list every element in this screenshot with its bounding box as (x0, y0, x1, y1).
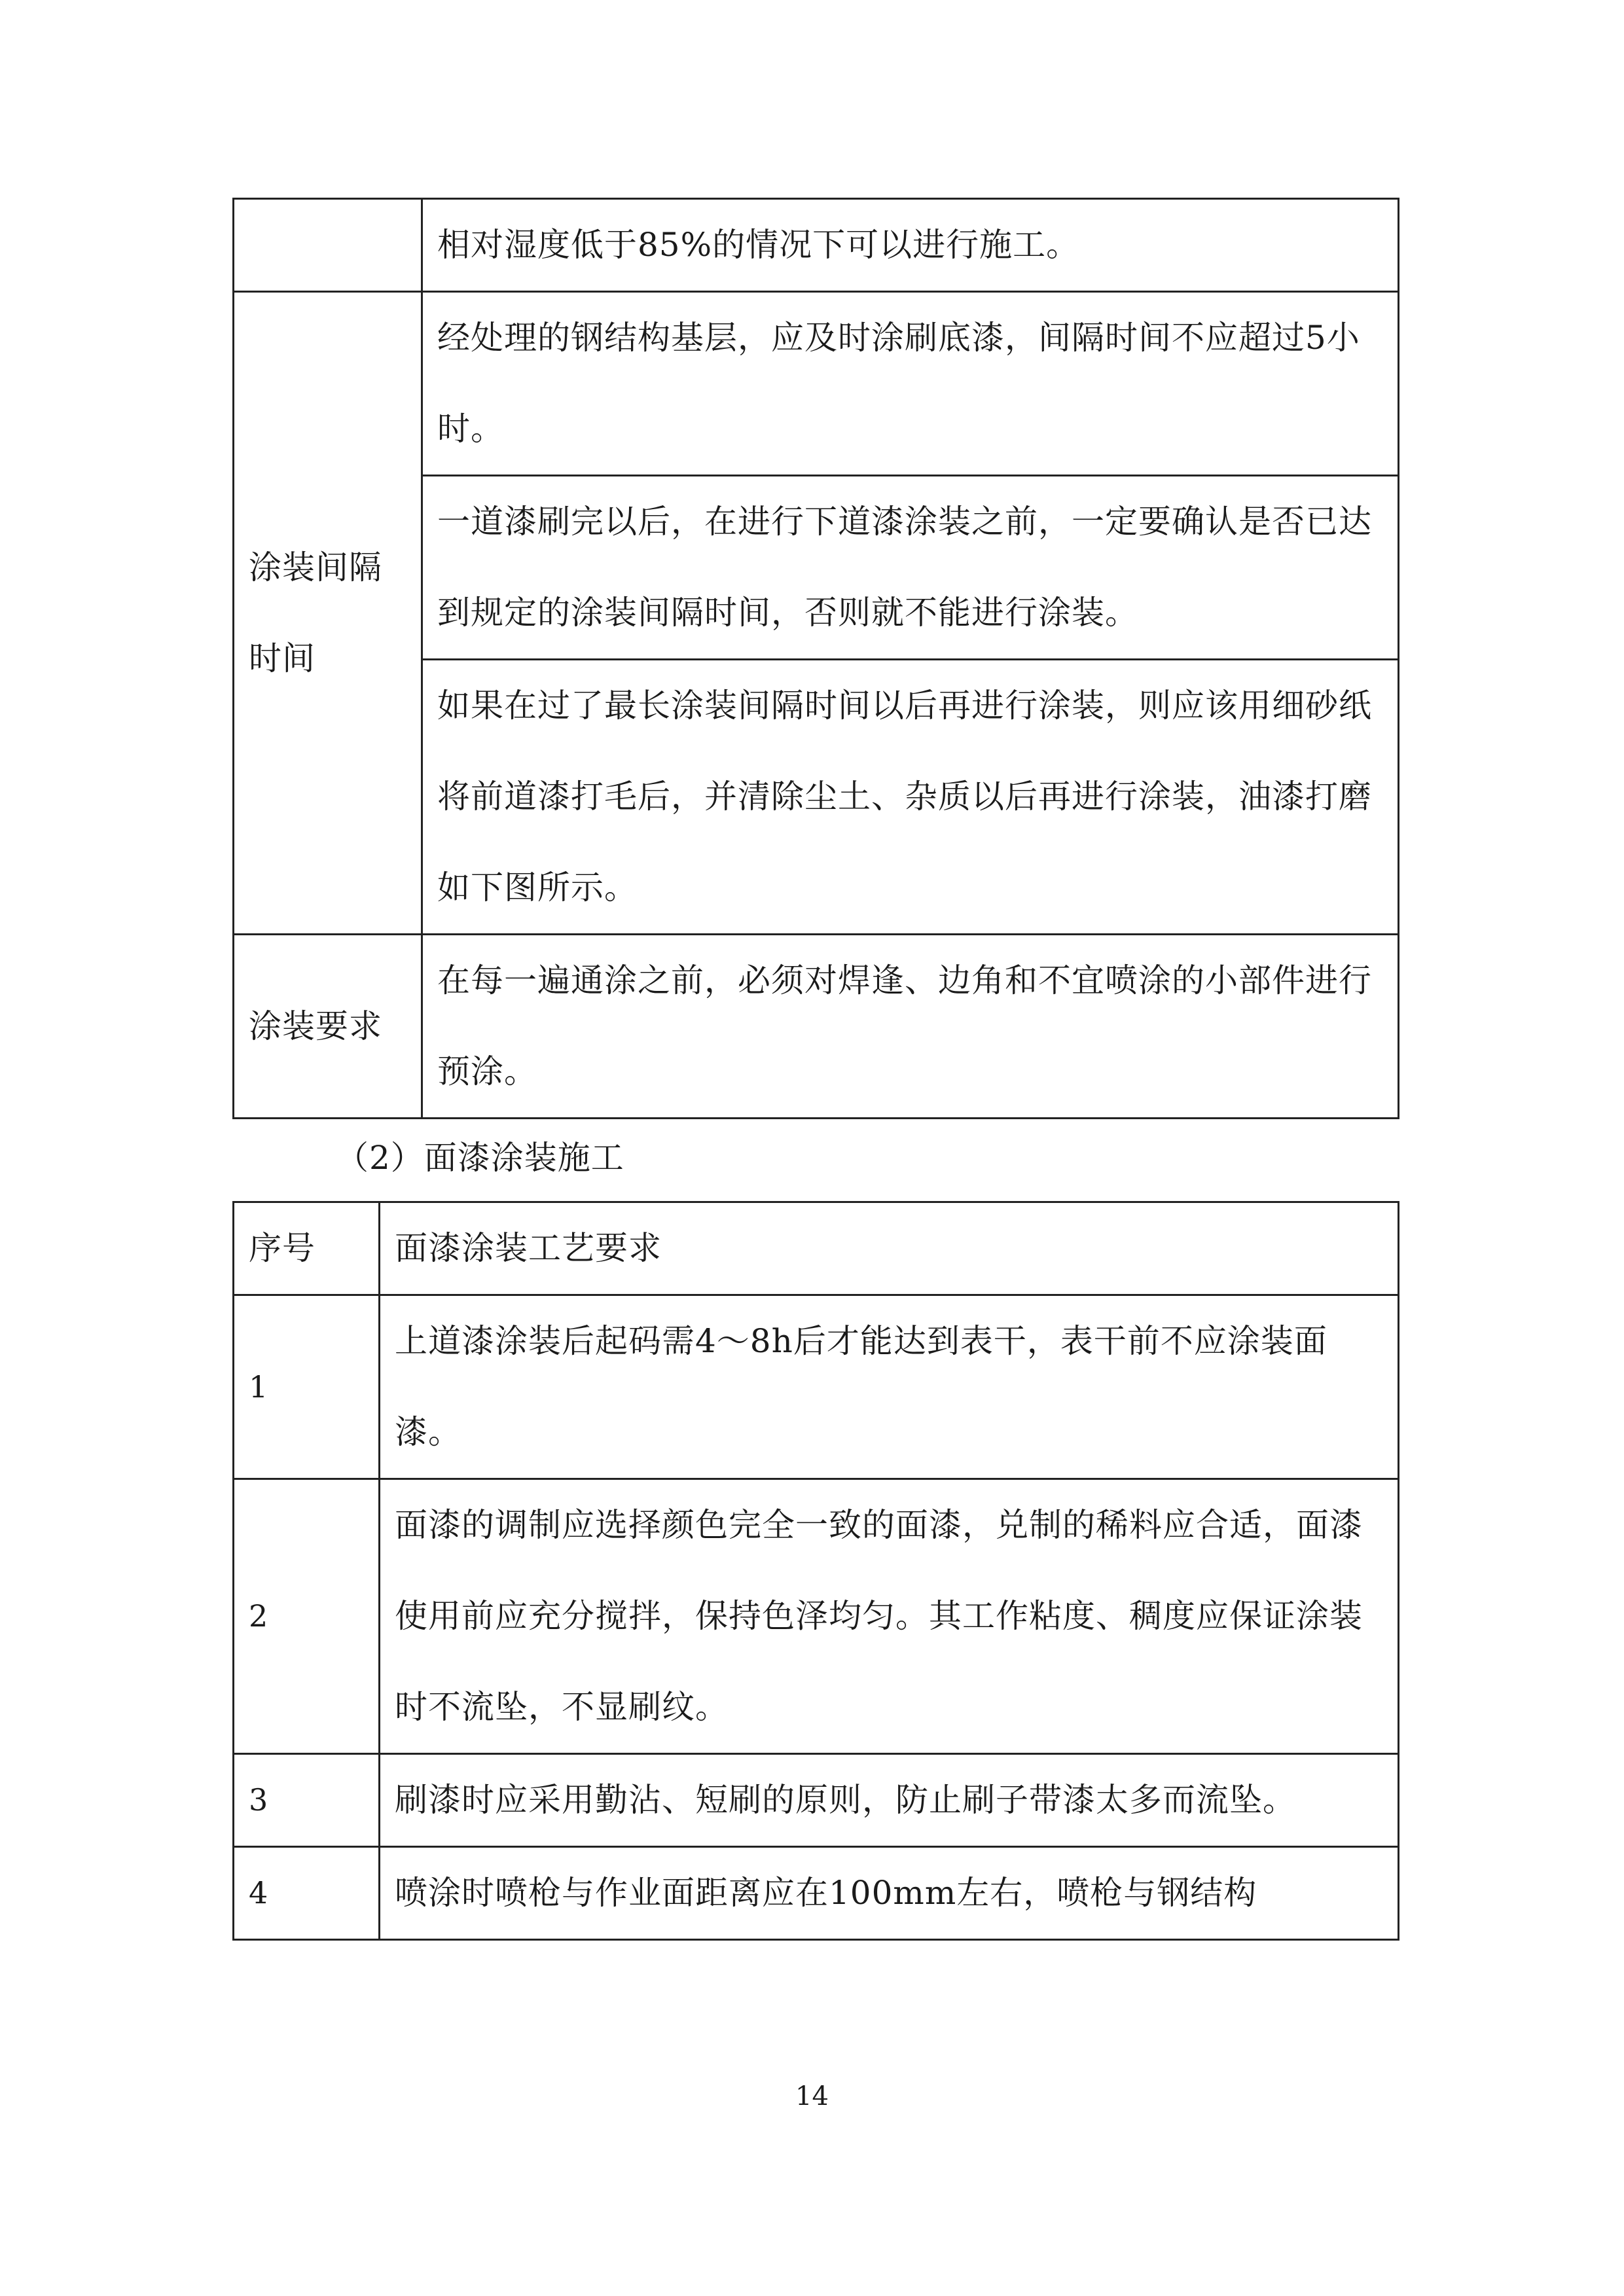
row-content-cell (422, 476, 1399, 660)
table-row (234, 292, 1399, 476)
row-content: 在每一遍通涂之前，必须对焊逢、边角和不宜喷涂的小部件进行预涂。 (437, 961, 1372, 1090)
header-req: 面漆涂装工艺要求 (395, 1229, 662, 1267)
row-content: 如果在过了最长涂装间隔时间以后再进行涂装，则应该用细砂纸将前道漆打毛后，并清除尘土、杂质以后再进行涂装，油漆打磨如下图所示。 (437, 687, 1372, 906)
header-req-cell (380, 1202, 1399, 1295)
coating-requirements-table (232, 198, 1399, 1119)
seq-number: 4 (249, 1875, 268, 1910)
row-content: 相对湿度低于85%的情况下可以进行施工。 (437, 226, 1080, 264)
row-content-cell (422, 199, 1399, 292)
row-content-cell (422, 292, 1399, 476)
req-text: 喷涂时喷枪与作业面距离应在100mm左右，喷枪与钢结构 (395, 1874, 1257, 1912)
seq-cell (234, 1754, 380, 1847)
row-content-cell (422, 660, 1399, 935)
req-cell (380, 1479, 1399, 1754)
row-content: 经处理的钢结构基层，应及时涂刷底漆，间隔时间不应超过5小时。 (437, 319, 1360, 448)
table-row (234, 1847, 1399, 1940)
topcoat-process-table (232, 1201, 1399, 1941)
seq-number: 3 (249, 1782, 268, 1818)
row-label-cell (234, 199, 422, 292)
seq-number: 2 (249, 1598, 268, 1634)
table-row (234, 199, 1399, 292)
row-content: 一道漆刷完以后，在进行下道漆涂装之前，一定要确认是否已达到规定的涂装间隔时间，否则就不能进行涂装。 (437, 503, 1372, 632)
row-label-cell (234, 292, 422, 935)
req-text: 刷漆时应采用勤沾、短刷的原则，防止刷子带漆太多而流坠。 (395, 1781, 1296, 1819)
header-seq: 序号 (249, 1229, 316, 1267)
table-header-row (234, 1202, 1399, 1295)
table-row (234, 1754, 1399, 1847)
table-row (234, 935, 1399, 1119)
row-content-cell (422, 935, 1399, 1119)
seq-cell (234, 1295, 380, 1479)
table-row (234, 1479, 1399, 1754)
seq-number: 1 (249, 1369, 268, 1405)
table-row (234, 1295, 1399, 1479)
section-heading: （2）面漆涂装施工 (336, 1139, 624, 1177)
req-text: 上道漆涂装后起码需4～8h后才能达到表干，表干前不应涂装面漆。 (395, 1322, 1327, 1451)
req-cell (380, 1295, 1399, 1479)
page-number: 14 (795, 2081, 829, 2111)
seq-cell (234, 1479, 380, 1754)
row-label: 涂装要求 (249, 1007, 382, 1045)
req-text: 面漆的调制应选择颜色完全一致的面漆，兑制的稀料应合适，面漆使用前应充分搅拌，保持色泽均匀。其工作粘度、稠度应保证涂装时不流坠，不显刷纹。 (395, 1506, 1363, 1726)
req-cell (380, 1754, 1399, 1847)
row-label-cell (234, 935, 422, 1119)
row-label: 涂装间隔时间 (249, 548, 382, 677)
seq-cell (234, 1847, 380, 1940)
header-seq-cell (234, 1202, 380, 1295)
req-cell (380, 1847, 1399, 1940)
